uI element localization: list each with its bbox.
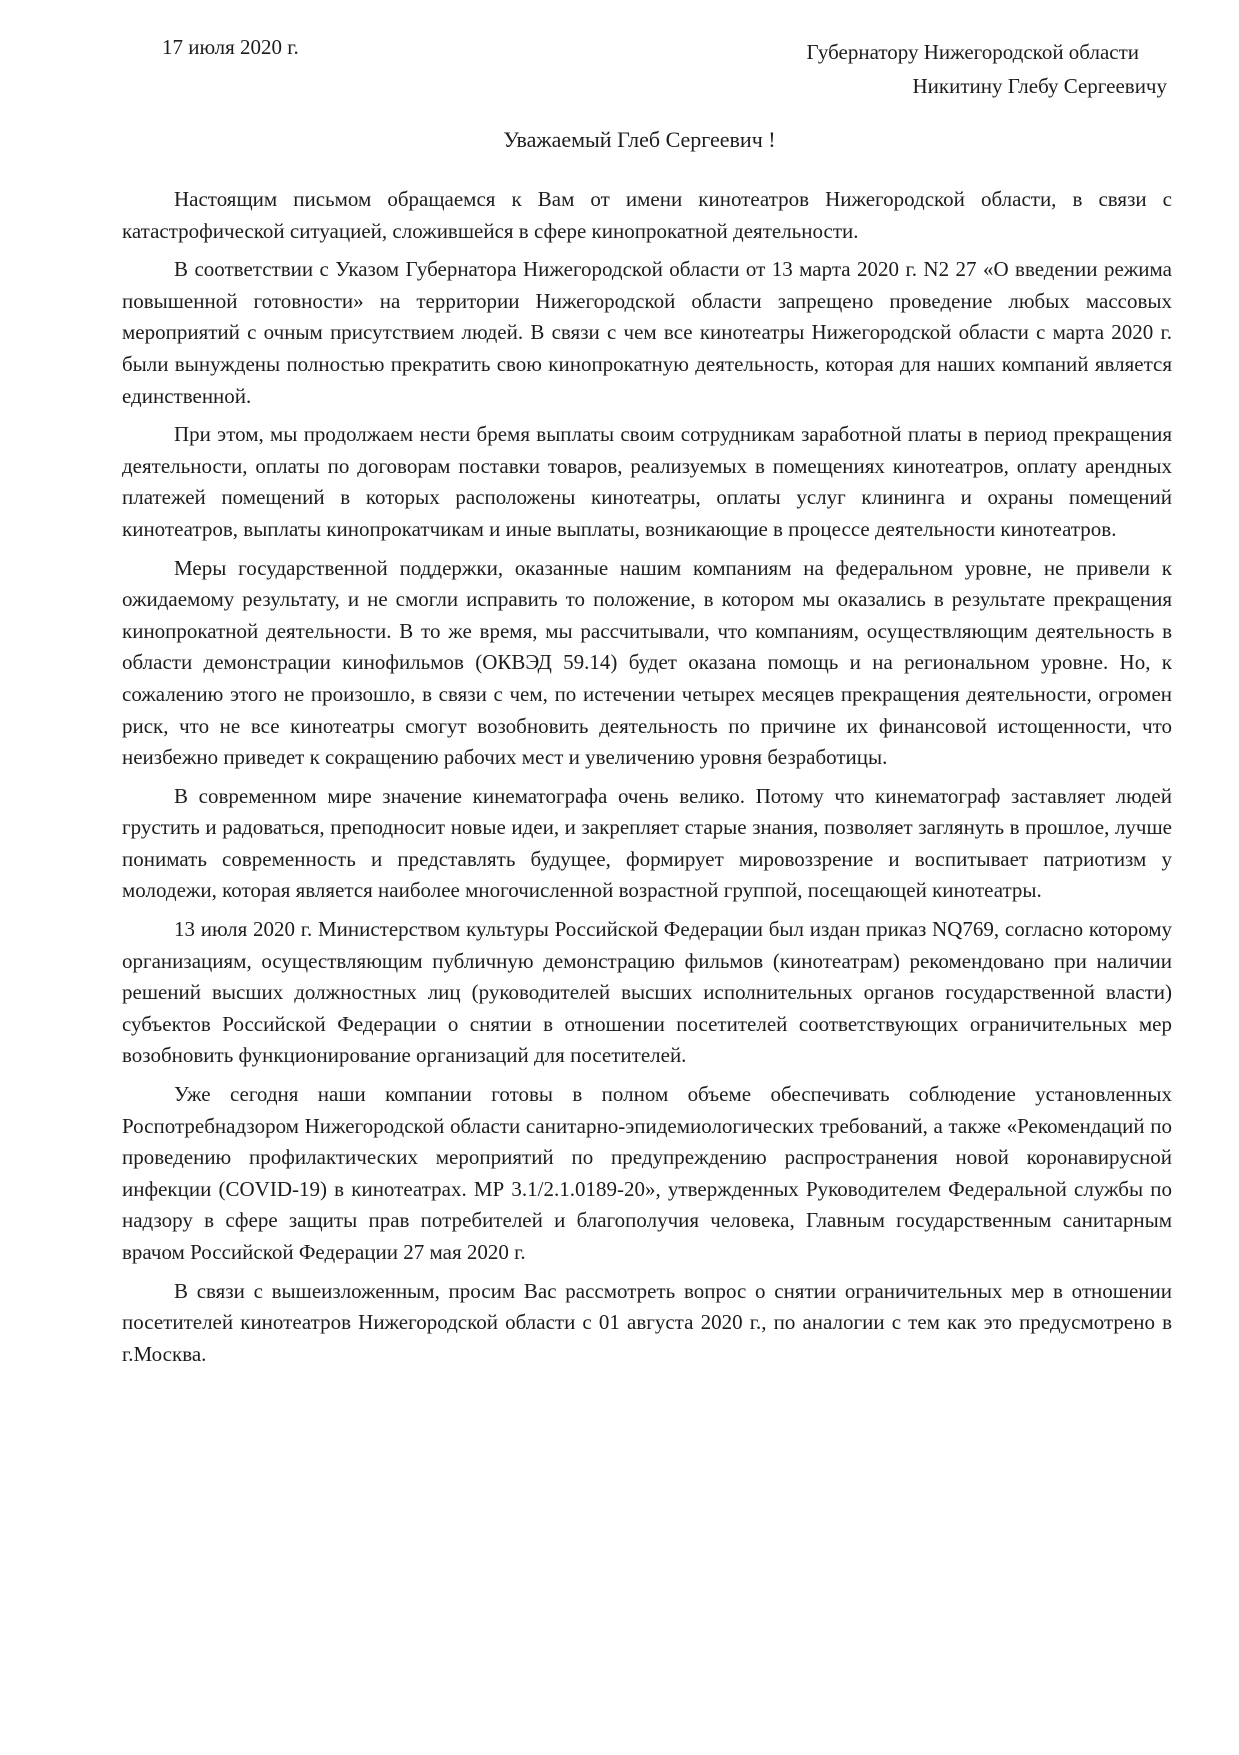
paragraph-decree: В соответствии с Указом Губернатора Нижегородской области от 13 марта 2020 г. N2 27 «О введении режима повышенной готовности» на территории Нижегородской области запрещено проведение любых массовых мероприятий с очным присутствием людей. В связи с чем все кинотеатры Нижегородской области с марта 2020 г. были вынуждены полностью прекратить свою кинопрокатную деятельность, которая для наших компаний является единственной. bbox=[122, 257, 1172, 408]
paragraph-expenses: При этом, мы продолжаем нести бремя выплаты своим сотрудникам заработной платы в период прекращения деятельности, оплаты по договорам поставки товаров, реализуемых в помещениях кинотеатров, оплату арендных платежей помещений в которых расположены кинотеатры, оплаты услуг клининга и охраны помещений кинотеатров, выплаты кинопрокатчикам и иные выплаты, возникающие в процессе деятельности кинотеатров. bbox=[122, 422, 1172, 541]
paragraph-request: В связи с вышеизложенным, просим Вас рассмотреть вопрос о снятии ограничительных мер в отношении посетителей кинотеатров Нижегородской области с 01 августа 2020 г., по аналогии с тем как это предусмотрено в г.Москва. bbox=[122, 1278, 1172, 1366]
addressee-block bbox=[807, 35, 1167, 103]
paragraph-support-measures: Меры государственной поддержки, оказанные нашим компаниям на федеральном уровне, не привели к ожидаемому результату, и не смогли исправить то положение, в котором мы оказались в результате прекращения кинопрокатной деятельности. В то же время, мы рассчитывали, что компаниям, осуществляющим деятельность в области демонстрации кинофильмов (ОКВЭД 59.14) будет оказана помощь и на региональном уровне. Но, к сожалению этого не произошло, в связи с чем, по истечении четырех месяцев прекращения деятельности, огромен риск, что не все кинотеатры смогут возобновить деятельность по причине их финансовой истощенности, что неизбежно приведет к сокращению рабочих мест и увеличению уровня безработицы. bbox=[122, 555, 1172, 770]
letter-body bbox=[122, 184, 1172, 1377]
addressee-title: Губернатору Нижегородской области bbox=[806, 40, 1139, 64]
paragraph-readiness: Уже сегодня наши компании готовы в полном объеме обеспечивать соблюдение установленных Роспотребнадзором Нижегородской области санитарно-эпидемиологических требований, а также «Рекомендаций по проведению профилактических мероприятий по предупреждению распространения новой коронавирусной инфекции (COVID-19) в кинотеатрах. МР 3.1/2.1.0189-20», утвержденных Руководителем Федеральной службы по надзору в сфере защиты прав потребителей и благополучия человека, Главным государственным санитарным врачом Российской Федерации 27 мая 2020 г. bbox=[122, 1082, 1172, 1264]
paragraph-ministry-order: 13 июля 2020 г. Министерством культуры Российской Федерации был издан приказ NQ769, согласно которому организациям, осуществляющим публичную демонстрацию фильмов (кинотеатрам) рекомендовано при наличии решений высших должностных лиц (руководителей высших исполнительных органов государственной власти) субъектов Российской Федерации о снятии в отношении посетителей соответствующих ограничительных мер возобновить функционирование организаций для посетителей. bbox=[122, 917, 1172, 1068]
addressee-name: Никитину Глебу Сергеевичу bbox=[912, 74, 1167, 98]
paragraph-cinema-importance: В современном мире значение кинематографа очень велико. Потому что кинематограф заставляет людей грустить и радоваться, преподносит новые идеи, и закрепляет старые знания, позволяет заглянуть в прошлое, лучше понимать современность и представлять будущее, формирует мировоззрение и воспитывает патриотизм у молодежи, которая является наиболее многочисленной возрастной группой, посещающей кинотеатры. bbox=[122, 783, 1172, 903]
salutation: Уважаемый Глеб Сергеевич ! bbox=[503, 127, 776, 152]
letter-date: 17 июля 2020 г. bbox=[162, 35, 299, 59]
paragraph-appeal: Настоящим письмом обращаемся к Вам от имени кинотеатров Нижегородской области, в связи с катастрофической ситуацией, сложившейся в сфере кинопрокатной деятельности. bbox=[122, 187, 1172, 243]
